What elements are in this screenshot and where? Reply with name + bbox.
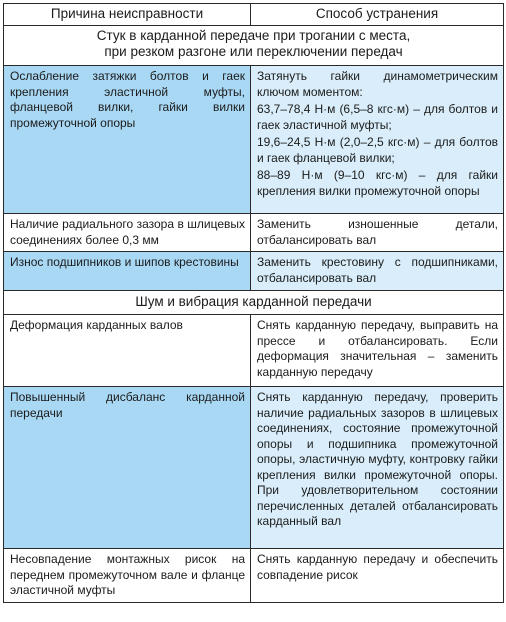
table-row	[4, 315, 504, 387]
section-title	[4, 291, 504, 315]
table-row	[4, 214, 504, 252]
section-title-line: Стук в карданной передаче при трогании с места,	[96, 28, 411, 43]
section-title-row	[4, 291, 504, 315]
fix-cell	[251, 66, 504, 214]
troubleshooting-table-wrapper	[3, 3, 503, 619]
fix-paragraph: 19,6–24,5 Н·м (2,0–2,5 кгс·м) – для болтов и гаек фланцевой вилки;	[257, 135, 498, 165]
fix-paragraph: Снять карданную передачу, выправить на прессе и отбалансировать. Если деформация значительная – заменить карданную передачу	[257, 318, 498, 379]
troubleshooting-table	[3, 3, 504, 603]
table-row	[4, 387, 504, 549]
fix-cell	[251, 214, 504, 252]
cause-cell: Наличие радиального зазора в шлицевых соединениях более 0,3 мм	[4, 214, 251, 252]
fix-cell	[251, 252, 504, 291]
fix-paragraph: 63,7–78,4 Н·м (6,5–8 кгс·м) – для болтов и гаек эластичной муфты;	[257, 102, 498, 132]
cause-cell: Несовпадение монтажных рисок на переднем промежуточном вале и фланце эластичной муфты	[4, 549, 251, 603]
table-row	[4, 66, 504, 214]
cause-cell: Деформация карданных валов	[4, 315, 251, 387]
fix-paragraph: Затянуть гайки динамометрическим ключом моментом:	[257, 69, 498, 99]
fix-paragraph: Заменить крестовину с подшипниками, отбалансировать вал	[257, 255, 498, 285]
cause-cell: Износ подшипников и шипов крестовины	[4, 252, 251, 291]
fix-paragraph: Снять карданную передачу и обеспечить совпадение рисок	[257, 552, 498, 582]
fix-paragraph: 88–89 Н·м (9–10 кгс·м) – для гайки крепления вилки промежуточной опоры	[257, 168, 498, 198]
cause-cell: Ослабление затяжки болтов и гаек крепления эластичной муфты, фланцевой вилки, гайки вилки промежуточной опоры	[4, 66, 251, 214]
cause-cell: Повышенный дисбаланс карданной передачи	[4, 387, 251, 549]
table-row	[4, 252, 504, 291]
section-title-line: Шум и вибрация карданной передачи	[135, 294, 372, 309]
table-row	[4, 549, 504, 603]
fix-paragraph: Снять карданную передачу, проверить наличие радиальных зазоров в шлицевых соединениях, состояние промежуточной опоры и подшипника промежуточной опоры, эластичную муфту, контровку гайки крепления вилки промежуточной опоры. При удовлетворительном состоянии перечисленных деталей отбалансировать карданный вал	[257, 390, 498, 528]
fix-cell	[251, 387, 504, 549]
fix-cell	[251, 549, 504, 603]
section-title	[4, 26, 504, 66]
fix-paragraph: Заменить изношенные детали, отбалансировать вал	[257, 217, 498, 247]
section-title-row	[4, 26, 504, 66]
fix-cell	[251, 315, 504, 387]
header-fix: Способ устранения	[251, 4, 504, 26]
section-title-line: при резком разгоне или переключении передач	[104, 44, 403, 59]
table-header-row	[4, 4, 504, 26]
header-cause: Причина неисправности	[4, 4, 251, 26]
